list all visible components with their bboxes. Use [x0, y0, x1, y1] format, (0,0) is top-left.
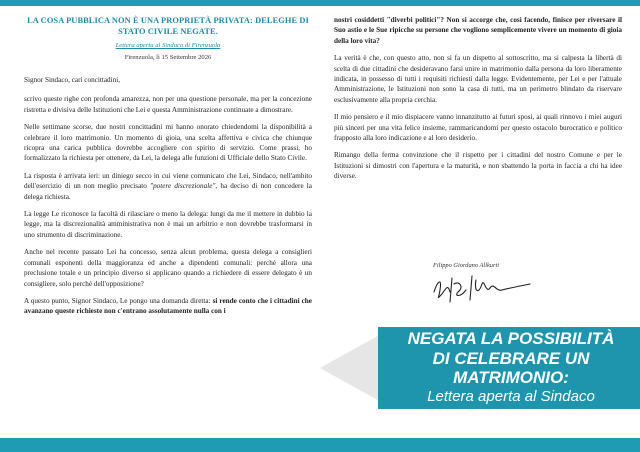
paragraph-3-quote: "potere discrezionale": [150, 182, 216, 191]
banner-headline: [386, 329, 636, 406]
banner-line-1: NEGATA LA POSSIBILITÀ: [407, 329, 615, 348]
signer-name: Filippo Giordano Allkurti: [433, 262, 500, 269]
bottom-accent-band: [0, 438, 640, 452]
paragraph-4: La legge Le riconosce la facoltà di rilasciare o meno la delega: lungi da me il mettere in dubbio la legge, ma la discrezionalità amministrativa non è mai un arbitrio e non dovrebbe trasformarsi in uno strumento di discriminazione.: [24, 210, 312, 239]
paragraph-3: [24, 171, 312, 202]
paragraph-6: [24, 296, 312, 317]
paragraph-5: Anche nel recente passato Lei ha concesso, senza alcun problema, questa delega a consiglieri comunali esponenti della maggioranza ed anche a dipendenti comunali: perché allora una preclusione totale e un principio diverso si applicano quando a richiedere di essere delegato è un consigliere, solo perché dell'opposizione?: [24, 248, 312, 288]
left-column: [24, 15, 312, 436]
greeting: Signor Sindaco, cari concittadini,: [24, 76, 121, 84]
banner-subtitle: Lettera aperta al Sindaco: [427, 387, 595, 405]
banner-line-2: DI CELEBRARE UN: [432, 348, 590, 368]
paragraph-6-start: A questo punto, Signor Sindaco, Le pongo una domanda diretta:: [24, 296, 213, 305]
headline-banner: [320, 325, 640, 411]
paragraph-10: Rimango della ferma convinzione che il rispetto per i cittadini del nostro Comune e per le Istituzioni si dimostri con l'apertura e la maturità, e non sbattendo la porta in faccia a chi ha idee diverse.: [334, 151, 622, 181]
handwritten-signature: [430, 270, 540, 304]
paragraph-6-bold: si rende conto che i cittadini che avanzano queste richieste non c'entrano assolutamente nulla con i: [24, 296, 312, 316]
paragraph-7: nostri cosiddetti "diverbi politici"? Non si accorge che, così facendo, finisce per riversare il Suo astio e le Sue ripicche su persone che vogliono semplicemente vivere un momento di gioia della loro vita?: [334, 16, 622, 45]
page-subtitle: Lettera aperta al Sindaco di Firenzuola: [115, 42, 221, 49]
top-accent-band: [0, 0, 640, 6]
paragraph-3-start: La risposta è arrivata ieri: un diniego secco in cui viene comunicato che Lei, Sindaco, nell'ambito dell'esercizio di un non meglio precisato: [24, 171, 312, 191]
page-title: LA COSA PUBBLICA NON È UNA PROPRIETÀ PRIVATA: DELEGHE DI STATO CIVILE NEGATE.: [27, 16, 309, 36]
paragraph-2: Nelle settimane scorse, due nostri concittadini mi hanno onorato chiedendomi la disponibilità a celebrare il loro matrimonio. Un momento di gioia, una scelta affettiva e civica che chiunque ricopra una carica pubblica dovrebbe accogliere con spirito di servizio. Come prassi, ho formalizzato la richiesta per ottenere, da Lei, la delega alle funzioni di Ufficiale dello Stato Civile.: [24, 123, 312, 163]
paragraph-3-end: , ha deciso di non concedere la delega richiesta.: [24, 182, 312, 201]
place-date: Firenzuola, lì 15 Settembre 2026: [124, 54, 212, 61]
banner-line-3: MATRIMONIO:: [453, 368, 569, 387]
paragraph-1: scrivo queste righe con profonda amarezza, non per una questione personale, ma per la concezione ristretta e divisiva delle Istituzioni che Lei e questa Amministrazione continuate a dimostrare.: [24, 95, 312, 114]
paragraph-8: La verità è che, con questo atto, non si fa un dispetto al sottoscritto, ma si calpesta la libertà di scelta di due cittadini che desideravano farsi unire in matrimonio dalla persona da loro liberamente indicata, in possesso di tutti i requisiti richiesti dalla legge. Evidentemente, per Lei e per l'attuale Amministrazione, le Istituzioni non sono la casa di tutti, ma un perimetro blindato da riservare esclusivamente alla propria cerchia.: [334, 54, 622, 104]
paragraph-9: Il mio pensiero e il mio dispiacere vanno innanzitutto ai futuri sposi, ai quali rinnovo i miei auguri più sinceri per una vita felice insieme, rammaricandomi per questo ostacolo burocratico e politico frapposto alla loro indicazione e al loro desiderio.: [334, 113, 622, 143]
